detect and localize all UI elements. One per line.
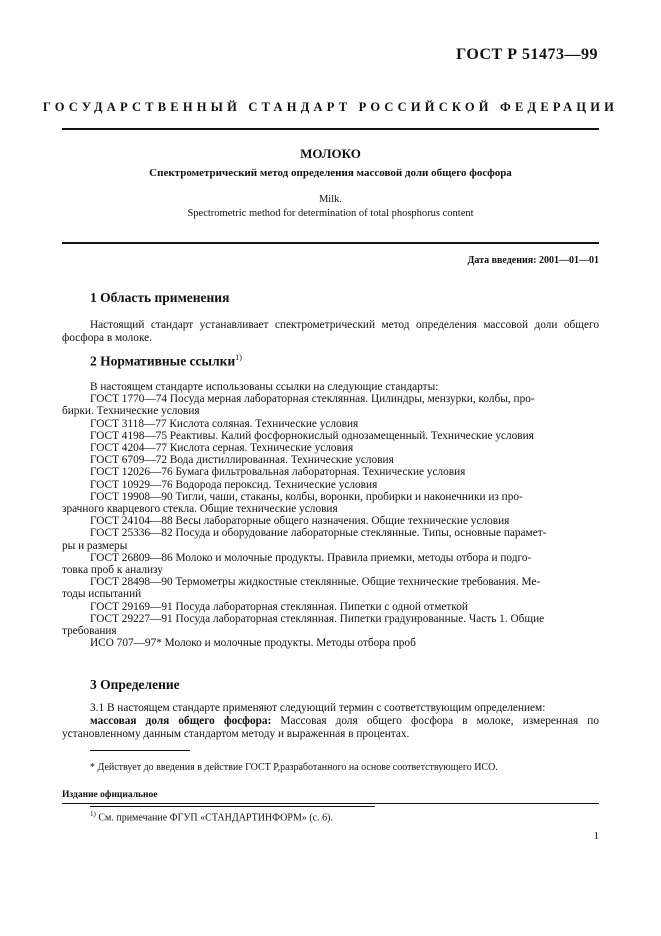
footnote-1 bbox=[90, 810, 333, 823]
section-1-text: Настоящий стандарт устанавливает спектрометрический метод определения массовой доли общего фосфора в молоке. bbox=[62, 319, 599, 344]
footnote-1-divider bbox=[90, 806, 375, 807]
official-divider bbox=[62, 803, 599, 804]
document-code: ГОСТ Р 51473—99 bbox=[456, 46, 598, 63]
footnote-divider bbox=[90, 750, 190, 751]
reference-line: ГОСТ 1770—74 Посуда мерная лабораторная стеклянная. Цилиндры, мензурки, колбы, про- bbox=[90, 393, 535, 406]
reference-line: ГОСТ 26809—86 Молоко и молочные продукты. Правила приемки, методы отбора и подго- bbox=[90, 551, 532, 564]
footnote-star: * Действует до введения в действие ГОСТ Р,разработанного на основе соответствующего ИСО. bbox=[90, 762, 498, 773]
title-divider bbox=[62, 242, 599, 244]
organization-title: ГОСУДАРСТВЕННЫЙ СТАНДАРТ РОССИЙСКОЙ ФЕДЕРАЦИИ bbox=[42, 100, 619, 114]
standard-title: МОЛОКО bbox=[300, 146, 361, 161]
reference-line: требования bbox=[62, 625, 117, 638]
references-intro: В настоящем стандарте использованы ссылки на следующие стандарты: bbox=[90, 381, 439, 393]
defined-term: массовая доля общего фосфора: bbox=[90, 715, 272, 727]
reference-line: бирки. Технические условия bbox=[62, 405, 200, 418]
footnote-ref-1: 1) bbox=[235, 353, 242, 362]
references-list bbox=[62, 381, 599, 649]
reference-line: ГОСТ 12026—76 Бумага фильтровальная лабораторная. Технические условия bbox=[90, 466, 466, 479]
reference-line: ГОСТ 24104—88 Весы лабораторные общего назначения. Общие технические условия bbox=[90, 515, 510, 528]
effective-date: Дата введения: 2001—01—01 bbox=[467, 255, 599, 266]
reference-line: ГОСТ 4204—77 Кислота серная. Технические условия bbox=[90, 442, 354, 455]
footnote-1-text: См. примечание ФГУП «СТАНДАРТИНФОРМ» (с. 6). bbox=[95, 812, 333, 824]
reference-line: тоды испытаний bbox=[62, 588, 142, 601]
official-edition-label: Издание официальное bbox=[62, 790, 158, 800]
reference-line: ГОСТ 28498—90 Термометры жидкостные стеклянные. Общие технические требования. Ме- bbox=[90, 576, 541, 589]
section-2-heading bbox=[90, 353, 242, 370]
page-number: 1 bbox=[593, 830, 599, 842]
section-1-heading: 1 Область применения bbox=[90, 290, 230, 305]
section-3-heading: 3 Определение bbox=[90, 677, 180, 692]
footnote-1-mark: 1) bbox=[90, 810, 96, 818]
reference-line: ры и размеры bbox=[62, 539, 128, 552]
reference-line: ИСО 707—97* Молоко и молочные продукты. Методы отбора проб bbox=[90, 637, 416, 650]
section-3-definition bbox=[62, 715, 599, 741]
english-title-line-1: Milk. bbox=[318, 194, 343, 205]
reference-line: ГОСТ 3118—77 Кислота соляная. Технические условия bbox=[90, 417, 359, 430]
reference-line: зрачного кварцевого стекла. Общие технические условия bbox=[62, 503, 338, 516]
section-3-line-1: 3.1 В настоящем стандарте применяют следующий термин с соответствующим определением: bbox=[90, 702, 546, 714]
english-title-line-2: Spectrometric method for determination of total phosphorus content bbox=[187, 208, 474, 219]
reference-line: ГОСТ 19908—90 Тигли, чаши, стаканы, колбы, воронки, пробирки и наконечники из про- bbox=[90, 490, 523, 503]
top-divider bbox=[62, 128, 599, 130]
reference-line: ГОСТ 10929—76 Водорода пероксид. Технические условия bbox=[90, 478, 378, 491]
reference-line: товка проб к анализу bbox=[62, 564, 163, 577]
reference-line: ГОСТ 29227—91 Посуда лабораторная стеклянная. Пипетки градуированные. Часть 1. Общие bbox=[90, 612, 545, 625]
reference-line: ГОСТ 4198—75 Реактивы. Калий фосфорнокислый однозамещенный. Технические условия bbox=[90, 429, 534, 442]
section-2-heading-text: 2 Нормативные ссылки bbox=[90, 353, 236, 369]
reference-line: ГОСТ 6709—72 Вода дистиллированная. Технические условия bbox=[90, 454, 394, 467]
term-definition: Массовая доля общего фосфора в молоке, измеренная по установленному данным стандартом методу и выраженная в процентах. bbox=[62, 715, 599, 740]
reference-line: ГОСТ 25336—82 Посуда и оборудование лабораторные стеклянные. Типы, основные парамет- bbox=[90, 527, 547, 540]
standard-subtitle: Спектрометрический метод определения массовой доли общего фосфора bbox=[149, 167, 512, 179]
reference-line: ГОСТ 29169—91 Посуда лабораторная стеклянная. Пипетки с одной отметкой bbox=[90, 600, 468, 613]
